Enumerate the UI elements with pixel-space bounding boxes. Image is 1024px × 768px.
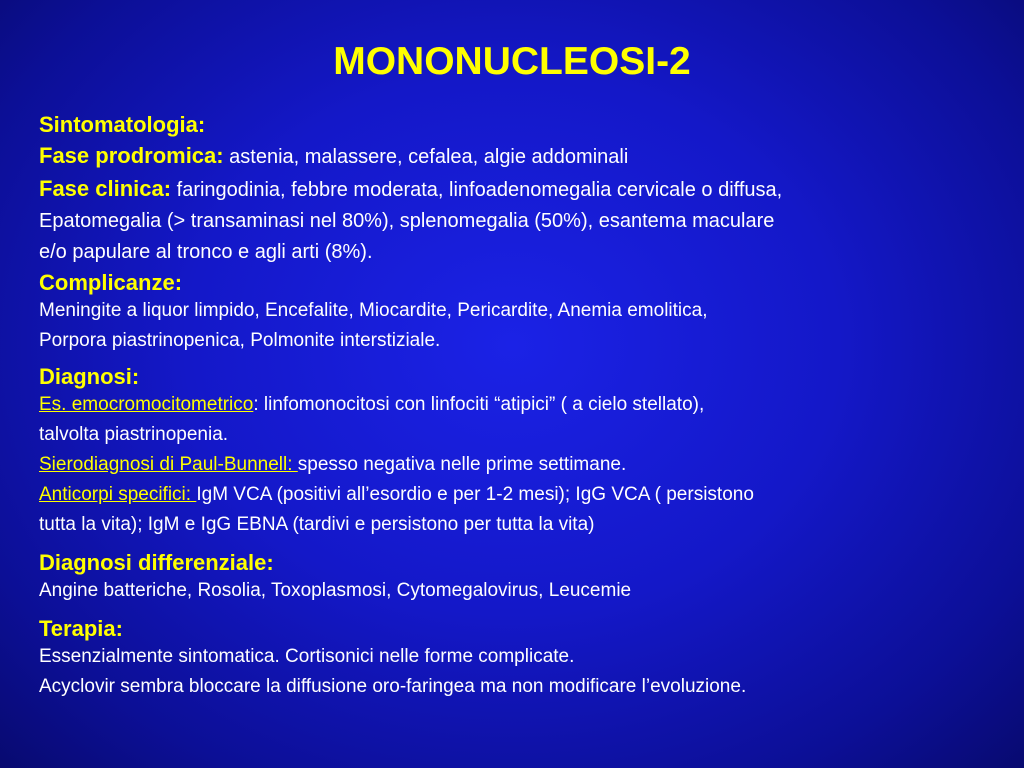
heading-diagnosi: Diagnosi:: [39, 364, 140, 389]
slide-content: [39, 112, 1014, 702]
heading-sintomatologia: Sintomatologia:: [39, 112, 206, 137]
line-sierodiagnosi: [39, 450, 1014, 480]
line-complicanze-2: Porpora piastrinopenica, Polmonite interstiziale.: [39, 330, 441, 351]
text-emocromo: : linfomonocitosi con linfociti “atipici” ( a cielo stellato),: [253, 394, 705, 415]
section-diagnosi: [39, 364, 1014, 540]
text-fase-clinica-1: faringodinia, febbre moderata, linfoadenomegalia cervicale o diffusa,: [171, 179, 783, 201]
line-terapia-1: Essenzialmente sintomatica. Cortisonici nelle forme complicate.: [39, 646, 575, 667]
section-terapia: [39, 616, 1014, 702]
line-anticorpi-2: tutta la vita); IgM e IgG EBNA (tardivi e persistono per tutta la vita): [39, 514, 595, 535]
line-fase-prodromica: [39, 140, 1014, 173]
text-fase-prodromica: astenia, malassere, cefalea, algie addominali: [223, 146, 629, 168]
label-sierodiagnosi: Sierodiagnosi di Paul-Bunnell:: [39, 454, 298, 475]
heading-differenziale: Diagnosi differenziale:: [39, 550, 274, 575]
line-fase-clinica-1: [39, 173, 1014, 206]
heading-complicanze: Complicanze:: [39, 270, 183, 295]
label-fase-prodromica: Fase prodromica:: [39, 143, 224, 168]
line-complicanze-1: Meningite a liquor limpido, Encefalite, Miocardite, Pericardite, Anemia emolitica,: [39, 300, 708, 321]
text-anticorpi-1: IgM VCA (positivi all’esordio e per 1-2 mesi); IgG VCA ( persistono: [196, 484, 754, 505]
line-emocromo: [39, 390, 1014, 420]
label-anticorpi: Anticorpi specifici:: [39, 484, 197, 505]
line-terapia-2: Acyclovir sembra bloccare la diffusione oro-faringea ma non modificare l’evoluzione.: [39, 676, 747, 697]
section-complicanze: [39, 270, 1014, 356]
line-fase-clinica-3: e/o papulare al tronco e agli arti (8%).: [39, 241, 373, 263]
slide-title: MONONUCLEOSI-2: [333, 40, 691, 83]
label-fase-clinica: Fase clinica:: [39, 176, 172, 201]
line-anticorpi-1: [39, 480, 1014, 510]
line-fase-clinica-2: Epatomegalia (> transaminasi nel 80%), splenomegalia (50%), esantema maculare: [39, 210, 775, 232]
text-sierodiagnosi: spesso negativa nelle prime settimane.: [297, 454, 627, 475]
section-sintomatologia: [39, 112, 1014, 268]
label-emocromo: Es. emocromocitometrico: [39, 394, 254, 415]
line-differenziale: Angine batteriche, Rosolia, Toxoplasmosi, Cytomegalovirus, Leucemie: [39, 580, 632, 601]
line-emocromo-2: talvolta piastrinopenia.: [39, 424, 229, 445]
section-differenziale: [39, 550, 1014, 606]
heading-terapia: Terapia:: [39, 616, 123, 641]
